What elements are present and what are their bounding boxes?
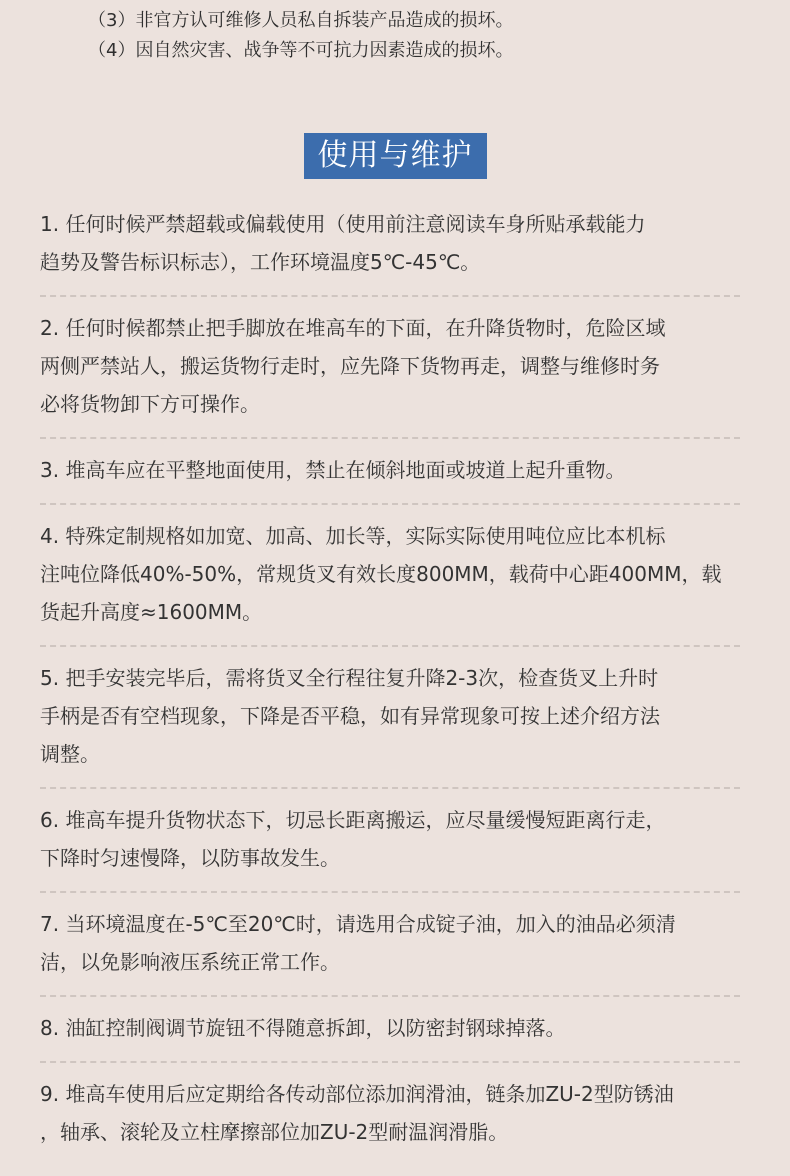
dashed-divider — [40, 503, 740, 505]
rule-line: 7. 当环境温度在-5℃至20℃时，请选用合成锭子油，加入的油品必须清 — [40, 912, 676, 936]
section-title-wrapper — [0, 133, 790, 179]
section-title: 使用与维护 — [304, 133, 487, 179]
rule-line: 调整。 — [40, 742, 100, 766]
rule-line: 6. 堆高车提升货物状态下，切忌长距离搬运，应尽量缓慢短距离行走， — [40, 808, 666, 832]
rule-line: 手柄是否有空档现象，下降是否平稳，如有异常现象可按上述介绍方法 — [40, 704, 660, 728]
rule-line: 洁，以免影响液压系统正常工作。 — [40, 950, 340, 974]
dashed-divider — [40, 437, 740, 439]
dashed-divider — [40, 295, 740, 297]
warranty-exclusion-notes — [88, 6, 768, 66]
rule-item-1 — [40, 205, 750, 281]
dashed-divider — [40, 891, 740, 893]
rule-item-7 — [40, 905, 750, 981]
rule-line: 货起升高度≈1600MM。 — [40, 600, 263, 624]
rule-line: 4. 特殊定制规格如加宽、加高、加长等，实际实际使用吨位应比本机标 — [40, 524, 666, 548]
dashed-divider — [40, 995, 740, 997]
rule-item-6 — [40, 801, 750, 877]
rule-item-5 — [40, 659, 750, 773]
rule-line: 1. 任何时候严禁超载或偏载使用（使用前注意阅读车身所贴承载能力 — [40, 212, 646, 236]
warranty-note-3: （3）非官方认可维修人员私自拆装产品造成的损坏。 — [88, 10, 514, 31]
dashed-divider — [40, 787, 740, 789]
warranty-note-4: （4）因自然灾害、战争等不可抗力因素造成的损坏。 — [88, 40, 514, 61]
rule-item-8 — [40, 1009, 750, 1047]
dashed-divider — [40, 645, 740, 647]
rule-line: ，轴承、滚轮及立柱摩擦部位加ZU-2型耐温润滑脂。 — [40, 1120, 509, 1144]
rule-line: 必将货物卸下方可操作。 — [40, 392, 260, 416]
rule-item-3 — [40, 451, 750, 489]
rule-line: 注吨位降低40%-50%，常规货叉有效长度800MM，载荷中心距400MM，载 — [40, 562, 722, 586]
dashed-divider — [40, 1061, 740, 1063]
rule-line: 2. 任何时候都禁止把手脚放在堆高车的下面，在升降货物时，危险区域 — [40, 316, 666, 340]
usage-maintenance-rules — [40, 205, 750, 1151]
rule-item-2 — [40, 309, 750, 423]
rule-item-9 — [40, 1075, 750, 1151]
rule-line: 趋势及警告标识标志），工作环境温度5℃-45℃。 — [40, 250, 481, 274]
rule-line: 3. 堆高车应在平整地面使用，禁止在倾斜地面或坡道上起升重物。 — [40, 458, 626, 482]
rule-line: 下降时匀速慢降，以防事故发生。 — [40, 846, 340, 870]
rule-line: 8. 油缸控制阀调节旋钮不得随意拆卸，以防密封钢球掉落。 — [40, 1016, 566, 1040]
rule-line: 5. 把手安装完毕后，需将货叉全行程往复升降2-3次，检查货叉上升时 — [40, 666, 659, 690]
rule-line: 两侧严禁站人，搬运货物行走时，应先降下货物再走，调整与维修时务 — [40, 354, 660, 378]
rule-line: 9. 堆高车使用后应定期给各传动部位添加润滑油，链条加ZU-2型防锈油 — [40, 1082, 674, 1106]
rule-item-4 — [40, 517, 750, 631]
